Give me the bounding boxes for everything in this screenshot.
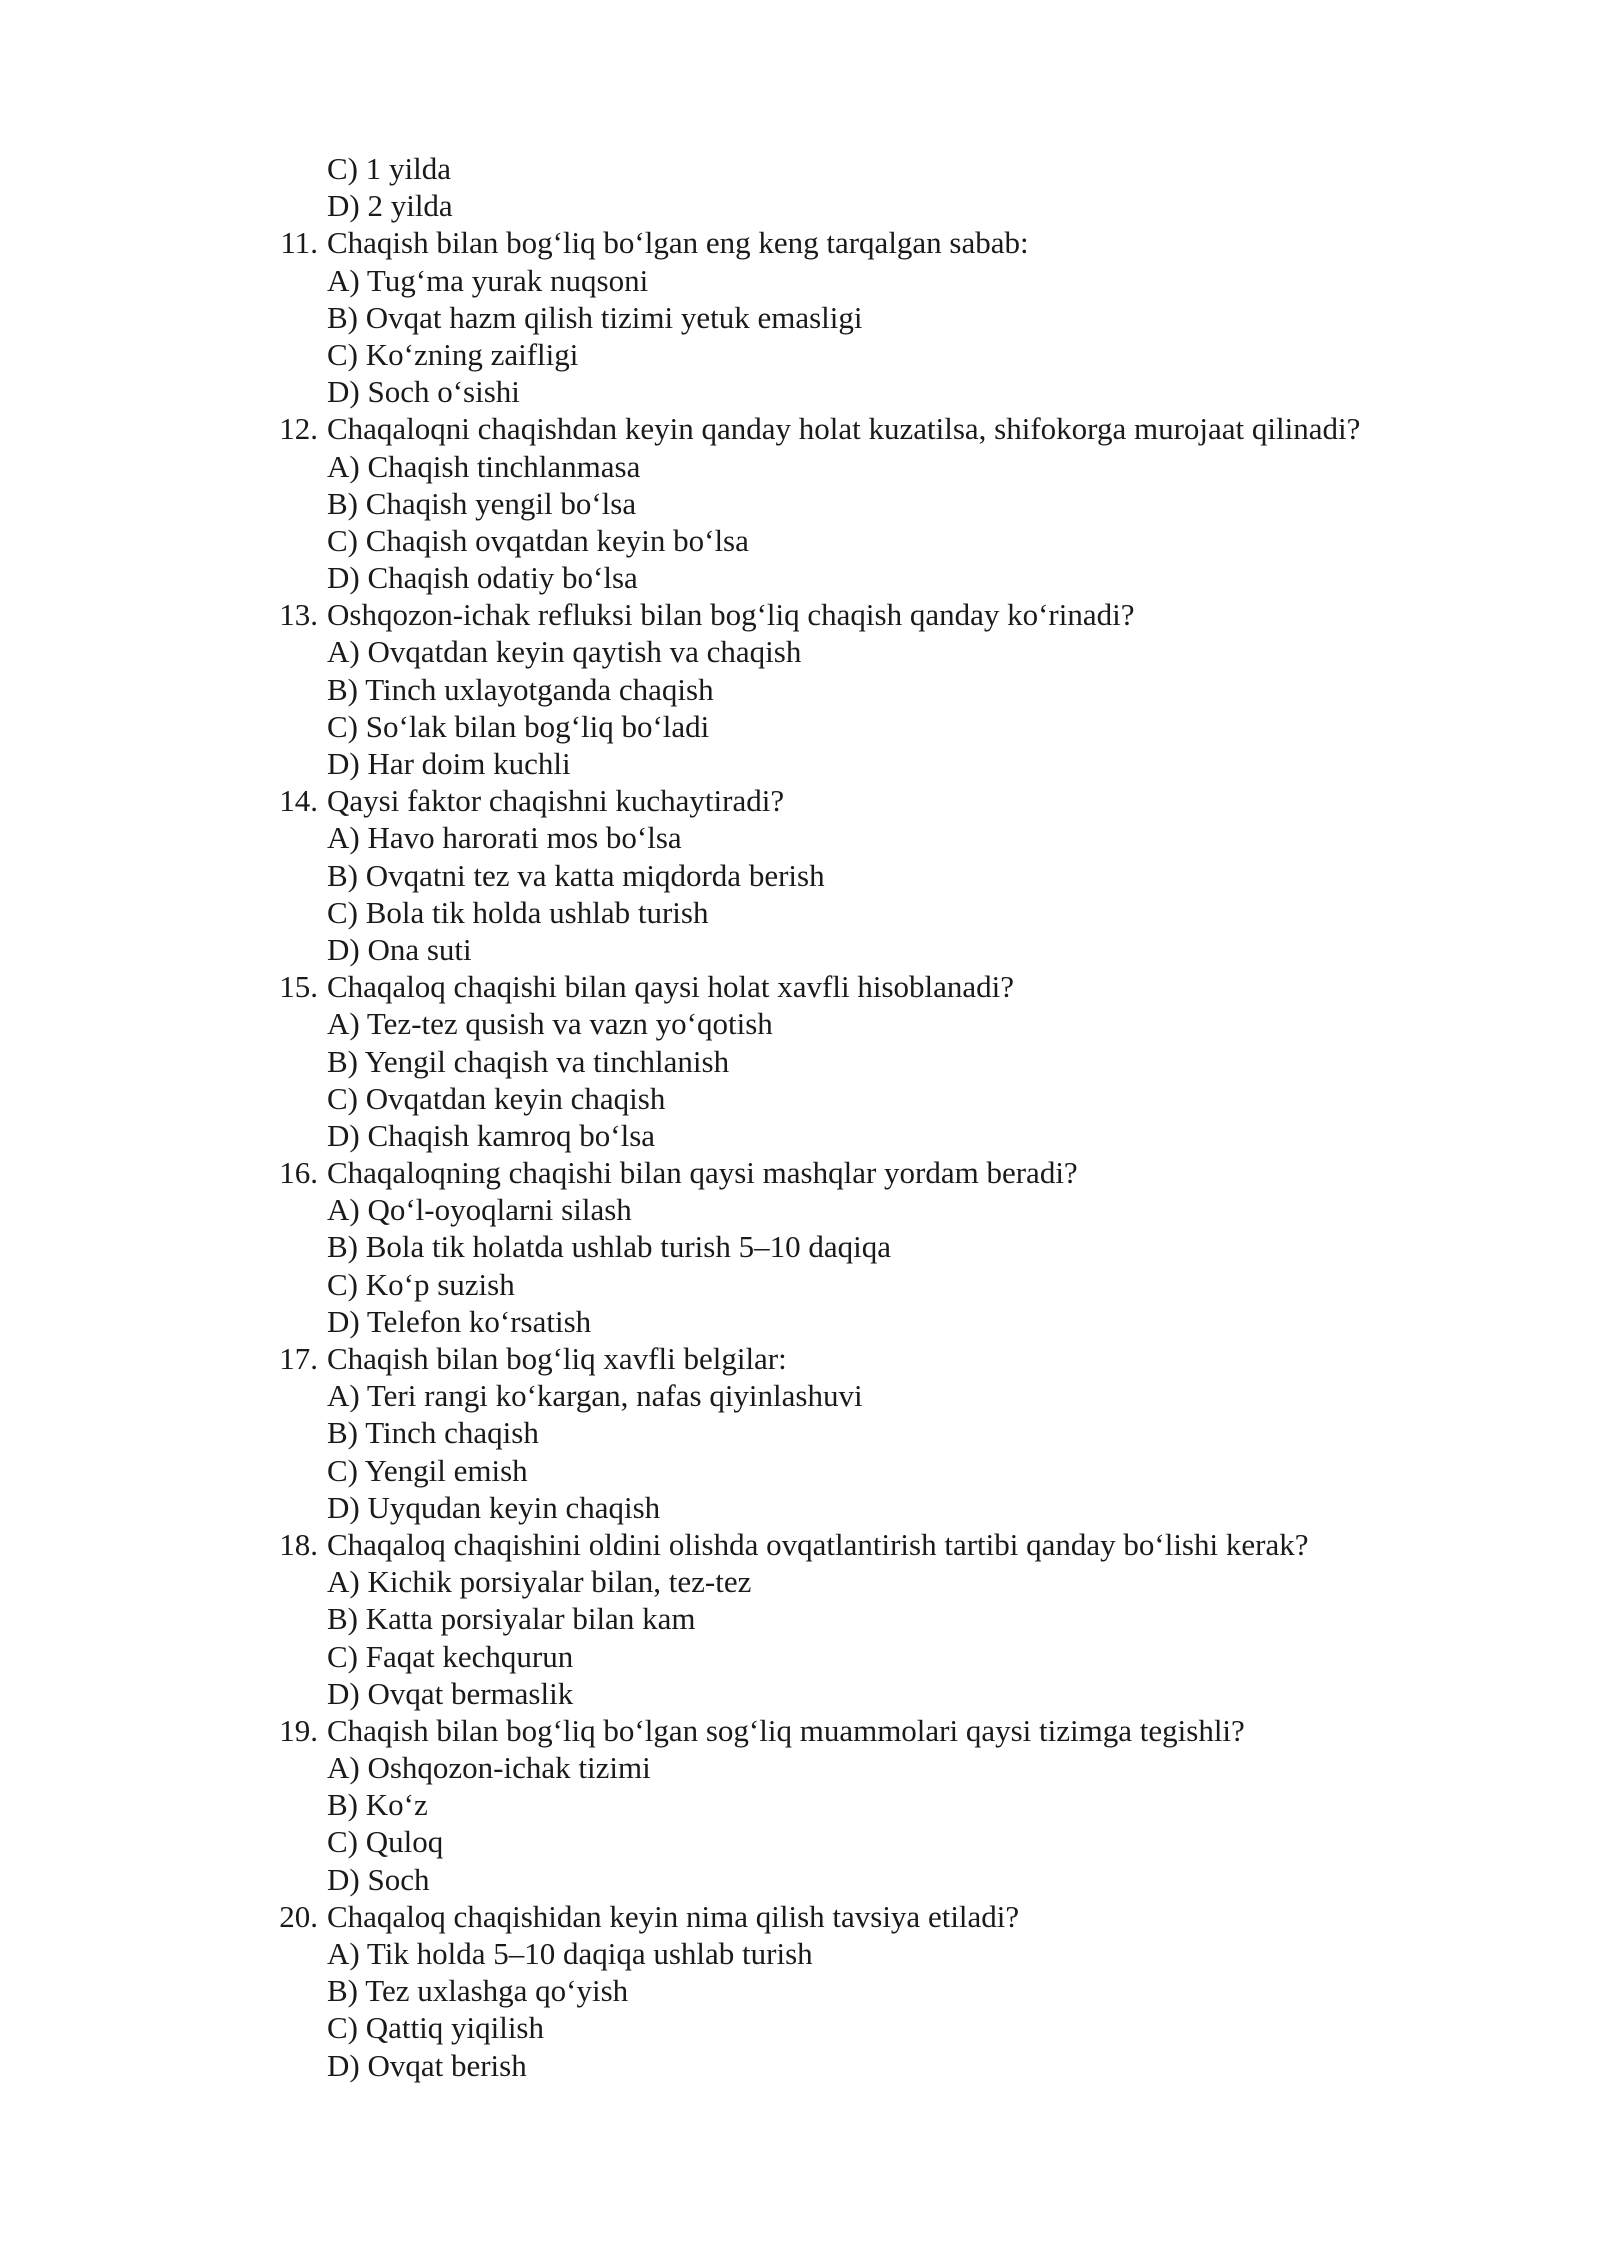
question-number: 16. bbox=[279, 1155, 318, 1191]
question-18 bbox=[0, 1526, 1600, 1563]
question-number: 14. bbox=[279, 783, 318, 819]
question-text: Chaqish bilan bog‘liq bo‘lgan eng keng tarqalgan sabab: bbox=[327, 225, 1029, 261]
answer-option: D) Soch o‘sishi bbox=[327, 374, 520, 410]
question-number: 19. bbox=[279, 1712, 318, 1748]
question-text: Qaysi faktor chaqishni kuchaytiradi? bbox=[327, 783, 785, 819]
answer-option: C) Qattiq yiqilish bbox=[327, 2010, 544, 2046]
question-17 bbox=[0, 1340, 1600, 1377]
answer-option: B) Bola tik holatda ushlab turish 5–10 daqiqa bbox=[327, 1229, 891, 1265]
answer-option: C) Ovqatdan keyin chaqish bbox=[327, 1080, 666, 1116]
answer-option: C) Ko‘p suzish bbox=[327, 1266, 515, 1302]
answer-option: B) Chaqish yengil bo‘lsa bbox=[327, 485, 637, 521]
question-number: 18. bbox=[279, 1526, 318, 1562]
question-11 bbox=[0, 224, 1600, 261]
question-text: Chaqaloq chaqishini oldini olishda ovqatlantirish tartibi qanday bo‘lishi kerak? bbox=[327, 1526, 1309, 1562]
answer-option: C) Quloq bbox=[327, 1824, 444, 1860]
answer-option: C) Chaqish ovqatdan keyin bo‘lsa bbox=[327, 522, 749, 558]
answer-option: D) Har doim kuchli bbox=[327, 746, 571, 781]
answer-option: A) Tik holda 5–10 daqiqa ushlab turish bbox=[327, 1936, 813, 1971]
question-number: 13. bbox=[279, 597, 318, 633]
question-text: Chaqaloqning chaqishi bilan qaysi mashqlar yordam beradi? bbox=[327, 1155, 1078, 1191]
answer-option: D) Uyqudan keyin chaqish bbox=[327, 1489, 661, 1525]
answer-option: D) Chaqish odatiy bo‘lsa bbox=[327, 560, 638, 596]
question-text: Chaqish bilan bog‘liq bo‘lgan sog‘liq muammolari qaysi tizimga tegishli? bbox=[327, 1712, 1245, 1748]
question-20 bbox=[0, 1898, 1600, 1935]
answer-option: A) Teri rangi ko‘kargan, nafas qiyinlashuvi bbox=[327, 1378, 863, 1414]
question-text: Chaqaloqni chaqishdan keyin qanday holat kuzatilsa, shifokorga murojaat qilinadi? bbox=[327, 411, 1361, 447]
answer-option: C) So‘lak bilan bog‘liq bo‘ladi bbox=[327, 708, 710, 744]
answer-option: A) Qo‘l-oyoqlarni silash bbox=[327, 1192, 632, 1228]
question-number: 12. bbox=[279, 411, 318, 447]
answer-option: D) Telefon ko‘rsatish bbox=[327, 1303, 592, 1339]
answer-option: A) Havo harorati mos bo‘lsa bbox=[327, 820, 682, 856]
question-14 bbox=[0, 782, 1600, 819]
answer-option: D) 2 yilda bbox=[327, 188, 453, 224]
question-number: 11. bbox=[280, 225, 318, 261]
document-page bbox=[0, 150, 1600, 2084]
answer-option: A) Tez-tez qusish va vazn yo‘qotish bbox=[327, 1006, 773, 1042]
question-13 bbox=[0, 596, 1600, 633]
answer-option: A) Tug‘ma yurak nuqsoni bbox=[327, 262, 649, 298]
answer-option: C) Ko‘zning zaifligi bbox=[327, 336, 579, 372]
answer-option: A) Ovqatdan keyin qaytish va chaqish bbox=[327, 634, 802, 670]
answer-option: B) Katta porsiyalar bilan kam bbox=[327, 1601, 696, 1637]
answer-option: C) 1 yilda bbox=[327, 151, 451, 186]
answer-option: D) Ona suti bbox=[327, 931, 472, 967]
answer-option: D) Ovqat berish bbox=[327, 2047, 527, 2083]
question-number: 17. bbox=[279, 1341, 318, 1376]
answer-option: B) Ko‘z bbox=[327, 1787, 428, 1823]
question-16 bbox=[0, 1154, 1600, 1191]
answer-option: C) Faqat kechqurun bbox=[327, 1638, 574, 1674]
answer-option: C) Bola tik holda ushlab turish bbox=[327, 894, 709, 930]
question-number: 15. bbox=[279, 969, 318, 1005]
question-19 bbox=[0, 1712, 1600, 1749]
answer-option: B) Tinch uxlayotganda chaqish bbox=[327, 671, 714, 707]
question-15 bbox=[0, 968, 1600, 1005]
answer-option: A) Kichik porsiyalar bilan, tez-tez bbox=[327, 1564, 752, 1600]
answer-option: D) Chaqish kamroq bo‘lsa bbox=[327, 1117, 656, 1153]
answer-option: C) Yengil emish bbox=[327, 1452, 528, 1488]
answer-option: D) Soch bbox=[327, 1861, 430, 1897]
question-12 bbox=[0, 410, 1600, 447]
answer-option: B) Ovqatni tez va katta miqdorda berish bbox=[327, 857, 825, 893]
answer-option: A) Chaqish tinchlanmasa bbox=[327, 448, 641, 484]
question-text: Chaqaloq chaqishidan keyin nima qilish tavsiya etiladi? bbox=[327, 1898, 1020, 1934]
question-text: Chaqish bilan bog‘liq xavfli belgilar: bbox=[327, 1341, 787, 1376]
answer-option: D) Ovqat bermaslik bbox=[327, 1675, 574, 1711]
question-number: 20. bbox=[279, 1898, 318, 1934]
answer-option: B) Tinch chaqish bbox=[327, 1415, 539, 1451]
question-text: Oshqozon-ichak refluksi bilan bog‘liq chaqish qanday ko‘rinadi? bbox=[327, 597, 1135, 633]
answer-option: B) Ovqat hazm qilish tizimi yetuk emasligi bbox=[327, 299, 863, 335]
answer-option: B) Yengil chaqish va tinchlanish bbox=[327, 1043, 730, 1079]
answer-option: B) Tez uxlashga qo‘yish bbox=[327, 1973, 629, 2009]
answer-option: A) Oshqozon-ichak tizimi bbox=[327, 1750, 651, 1786]
question-text: Chaqaloq chaqishi bilan qaysi holat xavfli hisoblanadi? bbox=[327, 969, 1015, 1005]
